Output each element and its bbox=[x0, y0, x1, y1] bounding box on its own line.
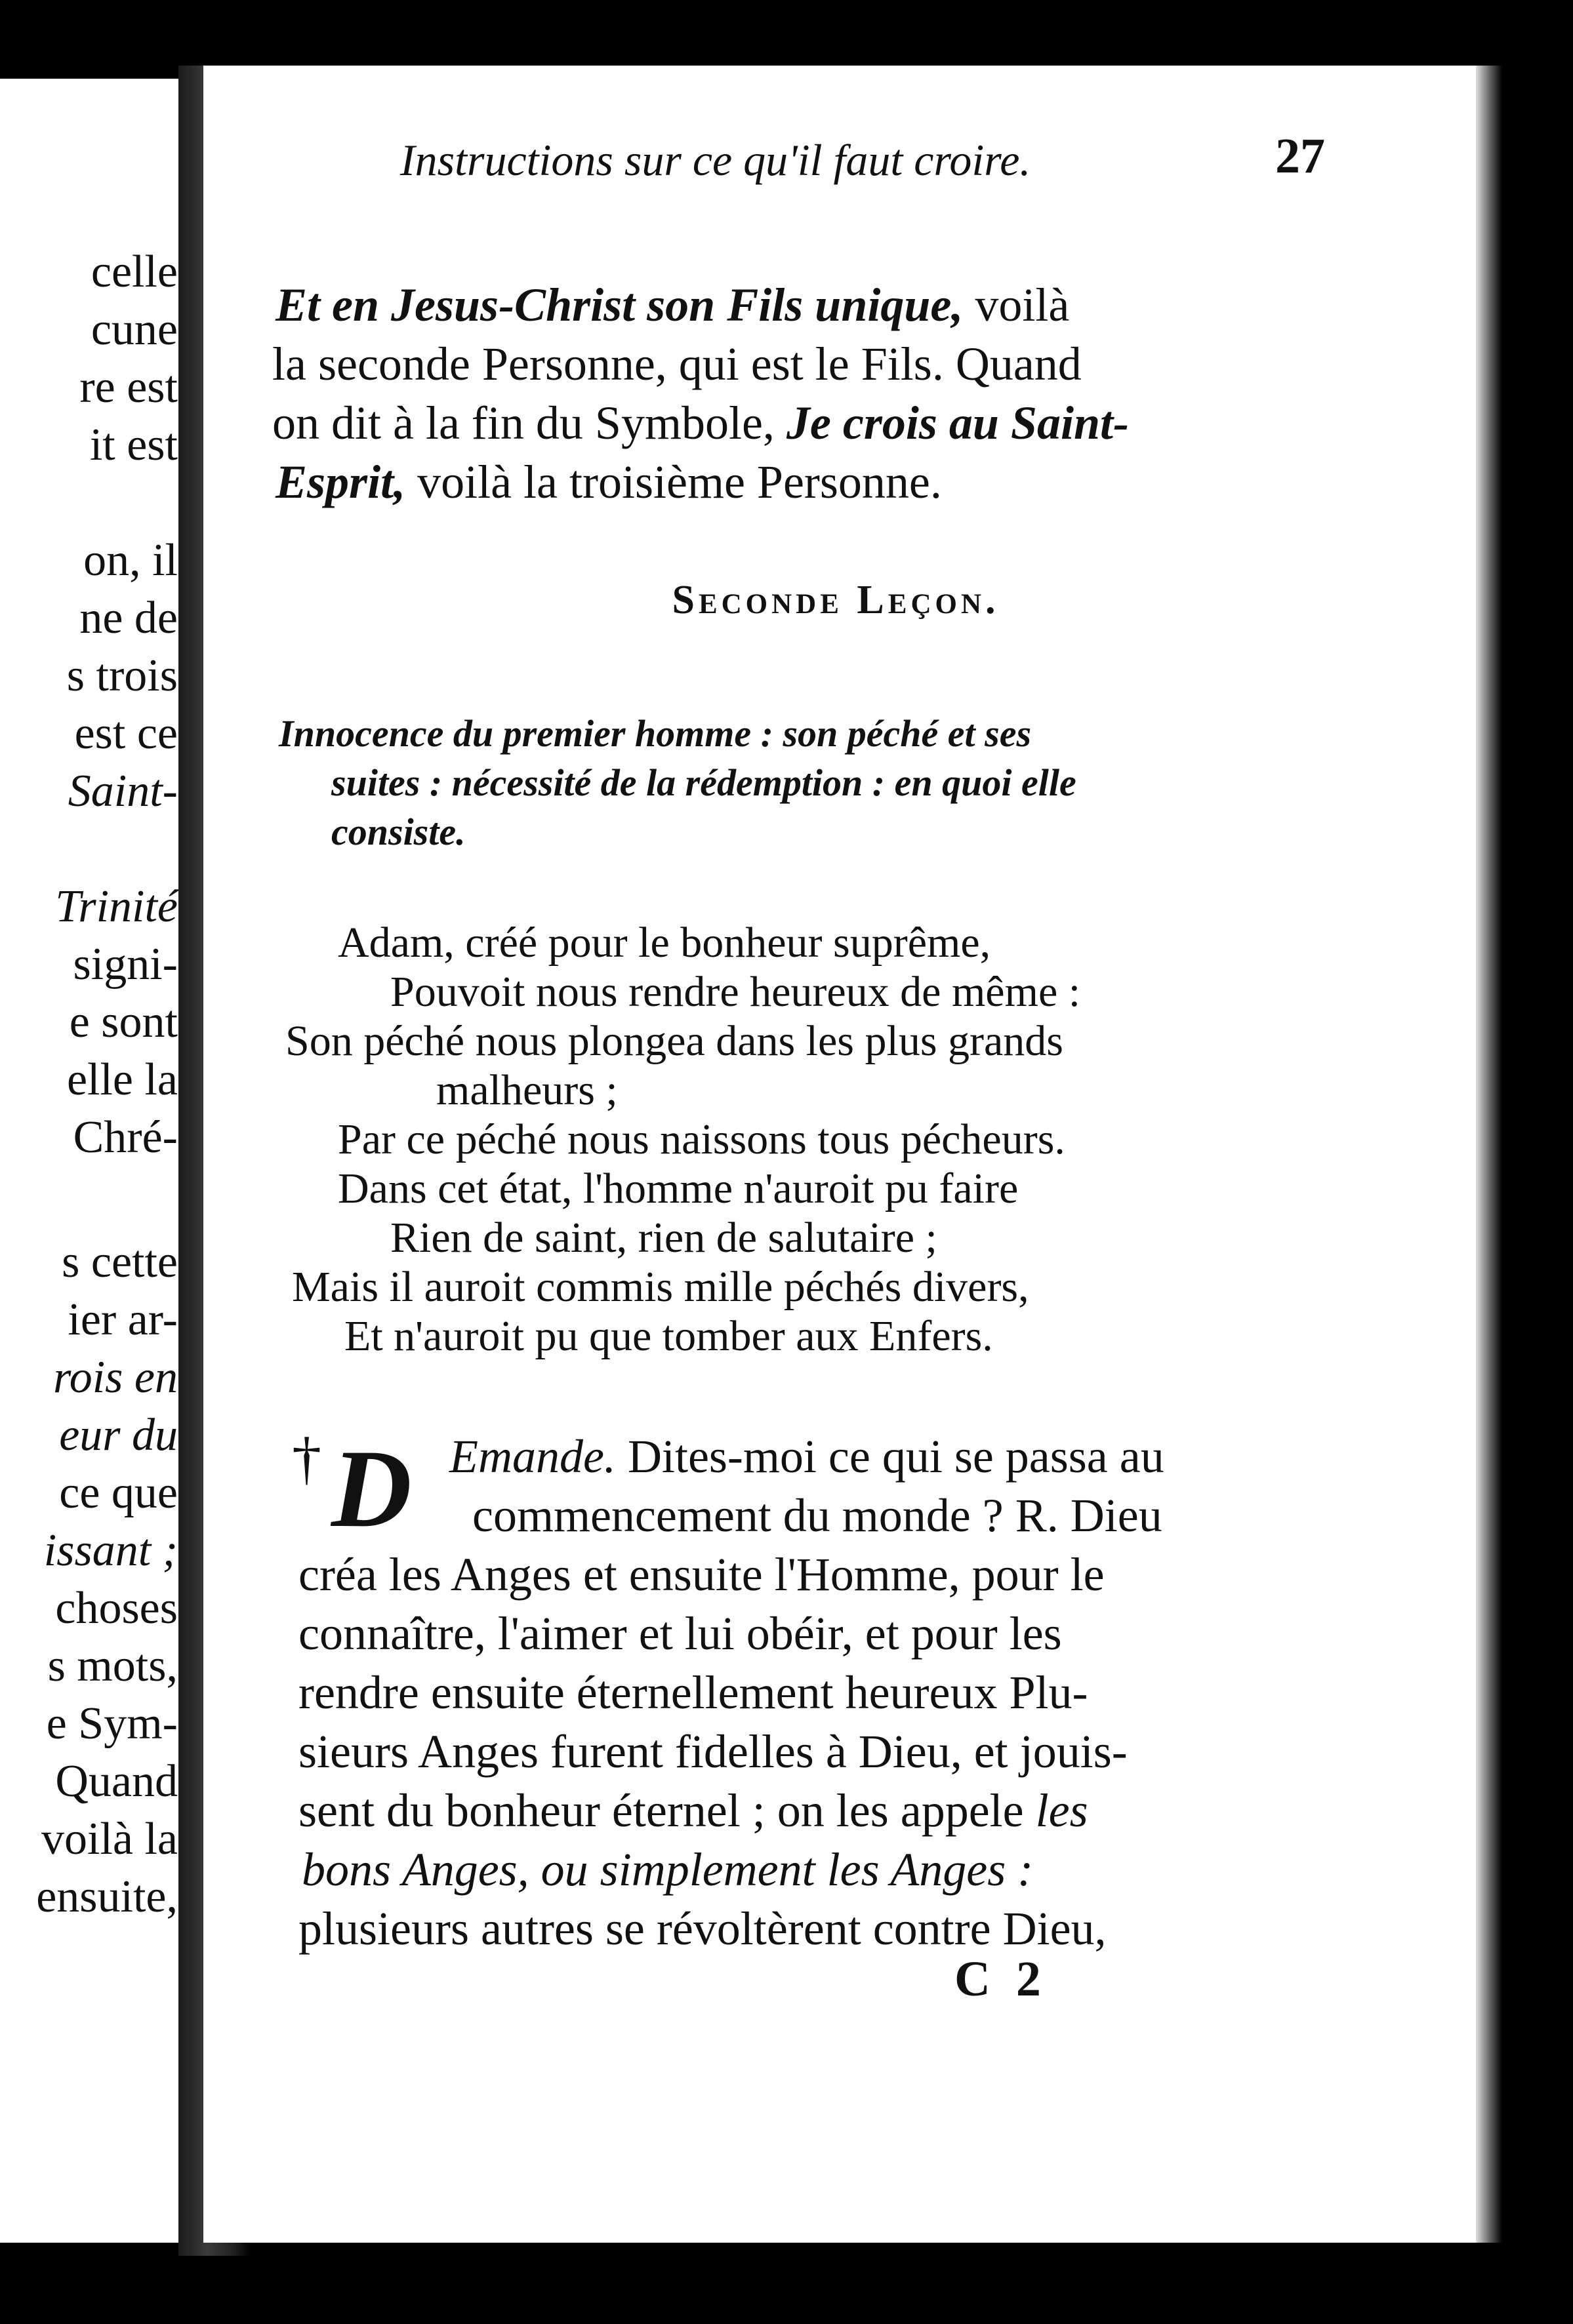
poem-line: Adam, créé pour le bonheur suprême, bbox=[338, 919, 991, 967]
left-line: Chré- bbox=[73, 1112, 178, 1163]
answer-line bbox=[302, 1843, 1033, 1897]
answer-line: plusieurs autres se révoltèrent contre Dieu, bbox=[298, 1902, 1107, 1955]
left-line: signi- bbox=[73, 939, 178, 990]
left-line: e sont bbox=[69, 997, 178, 1047]
poem-line: Et n'auroit pu que tomber aux Enfers. bbox=[344, 1312, 993, 1360]
intro-text: voilà bbox=[963, 279, 1070, 331]
poem-line: Dans cet état, l'homme n'auroit pu faire bbox=[338, 1165, 1019, 1212]
left-line: Quand bbox=[55, 1756, 178, 1807]
left-line: Trinité bbox=[55, 881, 178, 932]
left-line: ensuite, bbox=[36, 1872, 178, 1922]
running-header bbox=[400, 129, 1345, 200]
intro-text: on dit à la fin du Symbole, bbox=[272, 397, 786, 449]
lesson-summary-line: suites : nécessité de la rédemption : en quoi elle bbox=[331, 761, 1076, 804]
left-line: elle la bbox=[66, 1054, 178, 1105]
intro-line-3 bbox=[272, 393, 1129, 452]
intro-text: voilà la troisième Personne. bbox=[405, 456, 942, 508]
lesson-title: Seconde Leçon. bbox=[672, 578, 1000, 622]
left-line: ne de bbox=[79, 593, 178, 643]
left-line: s cette bbox=[62, 1237, 178, 1287]
left-line: re est bbox=[79, 362, 178, 412]
intro-line-4 bbox=[276, 452, 942, 511]
question-line-1 bbox=[449, 1430, 1164, 1484]
signature-mark: C 2 bbox=[954, 1952, 1048, 2007]
running-title: Instructions sur ce qu'il faut croire. bbox=[400, 135, 1031, 185]
left-facing-page bbox=[0, 79, 187, 2243]
answer-line: créa les Anges et ensuite l'Homme, pour le bbox=[298, 1548, 1105, 1601]
page-number: 27 bbox=[1275, 129, 1325, 184]
question-label: Emande. bbox=[449, 1430, 616, 1483]
left-line: ier ar- bbox=[68, 1294, 178, 1345]
answer-italic: les bbox=[1035, 1784, 1088, 1837]
question-line-2: commencement du monde ? R. Dieu bbox=[472, 1489, 1162, 1542]
left-line: e Sym- bbox=[46, 1698, 178, 1749]
left-line: on, il bbox=[83, 535, 178, 586]
poem-line: malheurs ; bbox=[436, 1066, 618, 1114]
answer-text: sent du bonheur éternel ; on les appele bbox=[298, 1784, 1036, 1837]
left-line: rois en bbox=[53, 1352, 178, 1403]
lesson-summary-line: consiste. bbox=[331, 811, 466, 853]
intro-line-2: la seconde Personne, qui est le Fils. Quand bbox=[272, 338, 1082, 390]
poem-line: Son péché nous plongea dans les plus grands bbox=[285, 1017, 1063, 1065]
question-text: Dites-moi ce qui se passa au bbox=[615, 1430, 1164, 1483]
left-line: Saint- bbox=[68, 766, 178, 816]
left-line: s trois bbox=[66, 651, 178, 701]
answer-line: sieurs Anges furent fidelles à Dieu, et jouis- bbox=[298, 1725, 1128, 1778]
left-line: celle bbox=[91, 247, 178, 297]
left-line: eur du bbox=[59, 1410, 178, 1460]
page-edge-shadow bbox=[1476, 66, 1502, 2243]
intro-italic: Esprit, bbox=[276, 456, 406, 508]
poem-line: Pouvoit nous rendre heureux de même : bbox=[390, 968, 1081, 1016]
left-line: voilà la bbox=[41, 1814, 178, 1864]
dagger-mark: † bbox=[292, 1426, 321, 1491]
intro-italic: Je crois au Saint- bbox=[786, 397, 1129, 449]
left-line: issant ; bbox=[43, 1525, 178, 1576]
drop-cap: D bbox=[331, 1427, 412, 1550]
poem-line: Rien de saint, rien de salutaire ; bbox=[390, 1214, 937, 1262]
left-line: cune bbox=[91, 304, 178, 355]
left-line: est ce bbox=[74, 708, 178, 759]
answer-line bbox=[298, 1784, 1088, 1838]
lesson-summary-line: Innocence du premier homme : son péché et ses bbox=[279, 712, 1032, 755]
poem-line: Par ce péché nous naissons tous pécheurs. bbox=[338, 1115, 1065, 1163]
intro-italic: Et en Jesus-Christ son Fils unique, bbox=[276, 279, 964, 331]
intro-line-1 bbox=[276, 275, 1069, 334]
left-line: choses bbox=[55, 1583, 178, 1633]
answer-line: rendre ensuite éternellement heureux Plu- bbox=[298, 1666, 1088, 1719]
left-line: it est bbox=[89, 420, 178, 470]
poem-line: Mais il auroit commis mille péchés divers, bbox=[292, 1263, 1029, 1311]
answer-line: connaître, l'aimer et lui obéir, et pour les bbox=[298, 1607, 1062, 1660]
left-line: ce que bbox=[59, 1468, 178, 1518]
answer-italic: bons Anges, ou simplement les Anges : bbox=[302, 1843, 1034, 1896]
left-line: s mots, bbox=[47, 1641, 178, 1691]
